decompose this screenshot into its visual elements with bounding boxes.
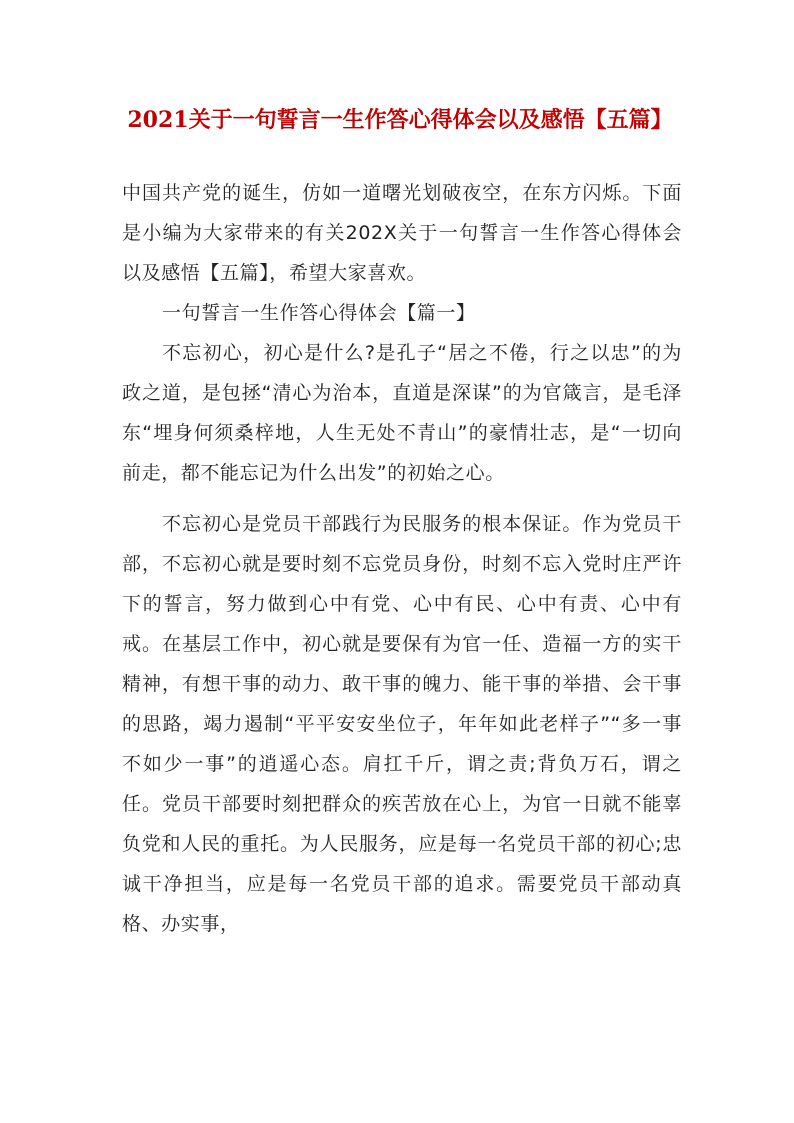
- section-heading: 一句誓言一生作答心得体会【篇一】: [162, 302, 476, 324]
- intro-paragraph: 中国共产党的诞生，仿如一道曙光划破夜空，在东方闪烁。下面是小编为大家带来的有关202X关于一句誓言一生作答心得体会以及感悟【五篇】，希望大家喜欢。: [122, 182, 682, 284]
- document-title: 2021关于一句誓言一生作答心得体会以及感悟【五篇】: [127, 107, 673, 133]
- body-paragraph: 不忘初心，初心是什么?是孔子“居之不倦，行之以忠”的为政之道，是包拯“清心为治本，直道是深谋”的为官箴言，是毛泽东“埋身何须桑梓地，人生无处不青山”的豪情壮志，是“一切向前走，都不能忘记为什么出发”的初始之心。: [122, 342, 682, 484]
- body-paragraph: 不忘初心是党员干部践行为民服务的根本保证。作为党员干部，不忘初心就是要时刻不忘党员身份，时刻不忘入党时庄严许下的誓言，努力做到心中有党、心中有民、心中有责、心中有戒。在基层工作中，初心就是要保有为官一任、造福一方的实干精神，有想干事的动力、敢干事的魄力、能干事的举措、会干事的思路，竭力遏制“平平安安坐位子，年年如此老样子”“多一事不如少一事”的逍遥心态。肩扛千斤，谓之责;背负万石，谓之任。党员干部要时刻把群众的疾苦放在心上，为官一日就不能辜负党和人民的重托。为人民服务，应是每一名党员干部的初心;忠诚干净担当，应是每一名党员干部的追求。需要党员干部动真格、办实事，: [122, 513, 682, 935]
- document-body: [122, 173, 682, 944]
